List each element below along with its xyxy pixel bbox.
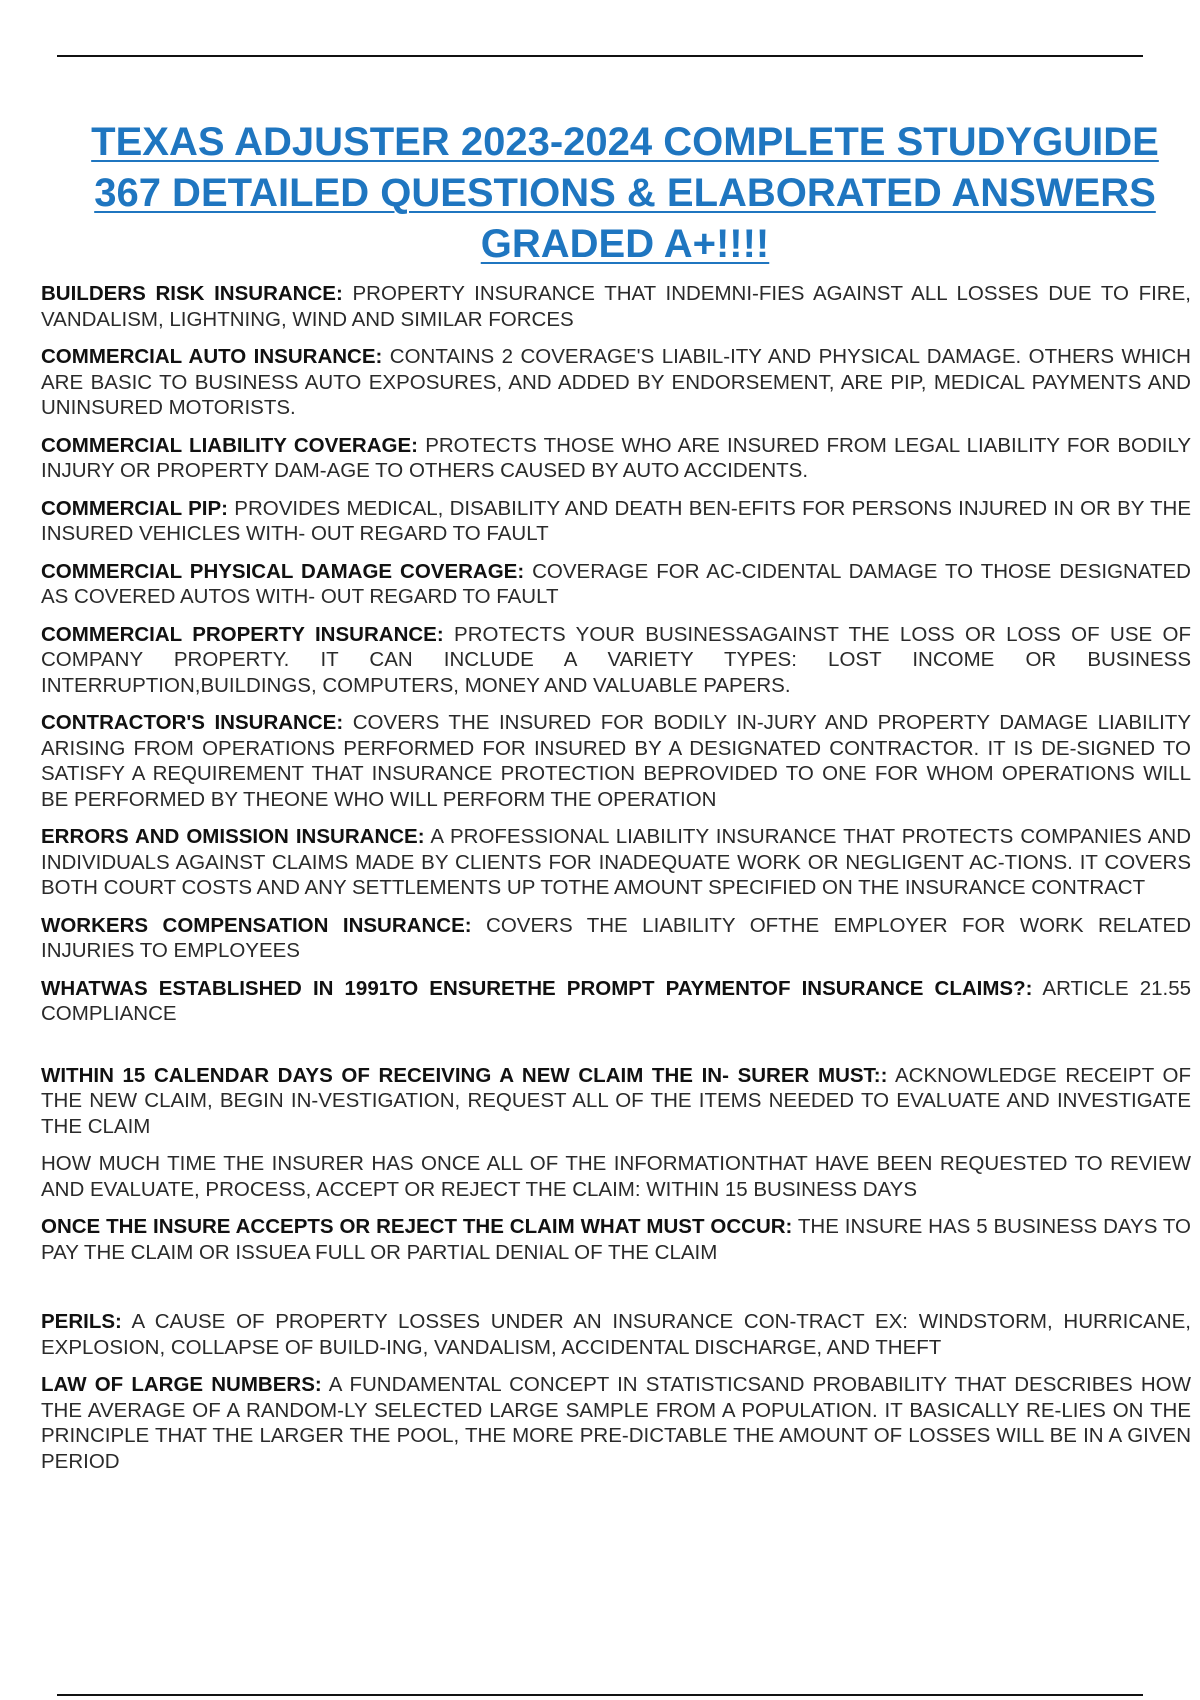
qa-entry-15-business-days xyxy=(41,1151,1191,1202)
entry-text: ARTICLE 21.55 COMPLIANCE xyxy=(41,976,1191,1025)
qa-entry-errors-omission xyxy=(41,824,1191,901)
qa-entry-workers-comp xyxy=(41,913,1191,964)
entry-term: WHATWAS ESTABLISHED IN 1991TO ENSURETHE PROMPT PAYMENTOF INSURANCE CLAIMS?: xyxy=(41,976,1033,1000)
entry-text: COVERAGE FOR AC-CIDENTAL DAMAGE TO THOSE DESIGNATED AS COVERED AUTOS WITH- OUT REGARD TO FAULT xyxy=(41,559,1191,608)
entry-text: A CAUSE OF PROPERTY LOSSES UNDER AN INSURANCE CON-TRACT EX: WINDSTORM, HURRICANE, EXPLOSION, COLLAPSE OF BUILD-ING, VANDALISM, ACCIDENTAL DISCHARGE, AND THEFT xyxy=(41,1310,1191,1359)
entry-text: COVERS THE INSURED FOR BODILY IN-JURY AND PROPERTY DAMAGE LIABILITY ARISING FROM OPERATIONS PERFORMED FOR INSURED BY A DESIGNATED CONTRACTOR. IT IS DE-SIGNED TO SATISFY A REQUIREMENT THAT INSURANCE PROTECTION BEPROVIDED TO ONE FOR WHOM OPERATIONS WILL BE PERFORMED BY THEONE WHO WILL PERFORM THE OPERATION xyxy=(41,711,1191,811)
entry-term: WITHIN 15 CALENDAR DAYS OF RECEIVING A NEW CLAIM THE IN- SURER MUST:: xyxy=(41,1063,888,1087)
entry-term: WORKERS COMPENSATION INSURANCE: xyxy=(41,913,472,937)
qa-list xyxy=(41,281,1191,1486)
qa-entry-perils xyxy=(41,1309,1191,1360)
title-line-2: 367 DETAILED QUESTIONS & ELABORATED ANSWERS xyxy=(94,171,1156,215)
qa-entry-commercial-property xyxy=(41,622,1191,699)
entry-text: THE INSURE HAS 5 BUSINESS DAYS TO PAY THE CLAIM OR ISSUEA FULL OR PARTIAL DENIAL OF THE CLAIM xyxy=(41,1215,1191,1264)
qa-entry-large-numbers xyxy=(41,1372,1191,1474)
entry-term: COMMERCIAL PROPERTY INSURANCE: xyxy=(41,622,444,646)
entry-text: ACKNOWLEDGE RECEIPT OF THE NEW CLAIM, BEGIN IN-VESTIGATION, REQUEST ALL OF THE ITEMS NEEDED TO EVALUATE AND INVESTIGATE THE CLAIM xyxy=(41,1063,1191,1138)
bottom-rule xyxy=(57,1694,1143,1696)
entry-term: ONCE THE INSURE ACCEPTS OR REJECT THE CLAIM WHAT MUST OCCUR: xyxy=(41,1215,793,1238)
entry-text: PROTECTS YOUR BUSINESSAGAINST THE LOSS OR LOSS OF USE OF COMPANY PROPERTY. IT CAN INCLUDE A VARIETY TYPES: LOST INCOME OR BUSINESS INTERRUPTION,BUILDINGS, COMPUTERS, MONEY AND VALUABLE PAPERS. xyxy=(41,622,1192,697)
entry-text: A FUNDAMENTAL CONCEPT IN STATISTICSAND PROBABILITY THAT DESCRIBES HOW THE AVERAGE OF A RANDOM-LY SELECTED LARGE SAMPLE FROM A POPULATION. IT BASICALLY RE-LIES ON THE PRINCIPLE THAT THE LARGER THE POOL, THE MORE PRE-DICTABLE THE AMOUNT OF LOSSES WILL BE IN A GIVEN PERIOD xyxy=(41,1373,1191,1473)
title-line-1: TEXAS ADJUSTER 2023-2024 COMPLETE STUDYGUIDE xyxy=(91,120,1159,164)
qa-entry-commercial-auto xyxy=(41,344,1191,421)
entry-text: HOW MUCH TIME THE INSURER HAS ONCE ALL OF THE INFORMATIONTHAT HAVE BEEN REQUESTED TO REVIEW AND EVALUATE, PROCESS, ACCEPT OR REJECT THE CLAIM: WITHIN 15 BUSINESS DAYS xyxy=(41,1152,1191,1201)
entry-term: BUILDERS RISK INSURANCE: xyxy=(41,282,343,305)
entry-term: COMMERCIAL PIP: xyxy=(41,496,228,520)
qa-entry-commercial-liability xyxy=(41,433,1191,484)
qa-entry-contractors xyxy=(41,710,1191,812)
entry-term: COMMERCIAL AUTO INSURANCE: xyxy=(41,345,383,368)
entry-term: ERRORS AND OMISSION INSURANCE: xyxy=(41,825,425,848)
entry-text: A PROFESSIONAL LIABILITY INSURANCE THAT PROTECTS COMPANIES AND INDIVIDUALS AGAINST CLAIMS MADE BY CLIENTS FOR INADEQUATE WORK OR NEGLIGENT AC-TIONS. IT COVERS BOTH COURT COSTS AND ANY SETTLEMENTS UP TOTHE AMOUNT SPECIFIED ON THE INSURANCE CONTRACT xyxy=(41,825,1191,899)
entry-text: PROTECTS THOSE WHO ARE INSURED FROM LEGAL LIABILITY FOR BODILY INJURY OR PROPERTY DAM-AGE TO OTHERS CAUSED BY AUTO ACCIDENTS. xyxy=(41,433,1192,482)
qa-entry-commercial-pip xyxy=(41,496,1191,547)
entry-term: LAW OF LARGE NUMBERS: xyxy=(41,1373,322,1396)
entry-text: PROPERTY INSURANCE THAT INDEMNI-FIES AGAINST ALL LOSSES DUE TO FIRE, VANDALISM, LIGHTNING, WIND AND SIMILAR FORCES xyxy=(41,282,1191,331)
entry-text: PROVIDES MEDICAL, DISABILITY AND DEATH BEN-EFITS FOR PERSONS INJURED IN OR BY THE INSURED VEHICLES WITH- OUT REGARD TO FAULT xyxy=(41,496,1191,545)
qa-entry-builders-risk xyxy=(41,281,1191,332)
title-line-3: GRADED A+!!!! xyxy=(480,222,770,266)
qa-entry-physical-damage xyxy=(41,559,1191,610)
document-title xyxy=(50,117,1200,270)
qa-entry-accept-reject xyxy=(41,1214,1191,1265)
entry-text: COVERS THE LIABILITY OFTHE EMPLOYER FOR WORK RELATED INJURIES TO EMPLOYEES xyxy=(41,913,1191,962)
entry-term: CONTRACTOR'S INSURANCE: xyxy=(41,711,344,734)
entry-text: CONTAINS 2 COVERAGE'S LIABIL-ITY AND PHYSICAL DAMAGE. OTHERS WHICH ARE BASIC TO BUSINESS AUTO EXPOSURES, AND ADDED BY ENDORSEMENT, ARE PIP, MEDICAL PAYMENTS AND UNINSURED MOTORISTS. xyxy=(41,345,1191,419)
qa-entry-article-2155 xyxy=(41,976,1191,1027)
entry-term: PERILS: xyxy=(41,1310,122,1333)
top-rule xyxy=(57,55,1143,57)
entry-term: COMMERCIAL LIABILITY COVERAGE: xyxy=(41,433,418,457)
qa-entry-15-calendar-days xyxy=(41,1063,1191,1140)
entry-term: COMMERCIAL PHYSICAL DAMAGE COVERAGE: xyxy=(41,559,525,583)
